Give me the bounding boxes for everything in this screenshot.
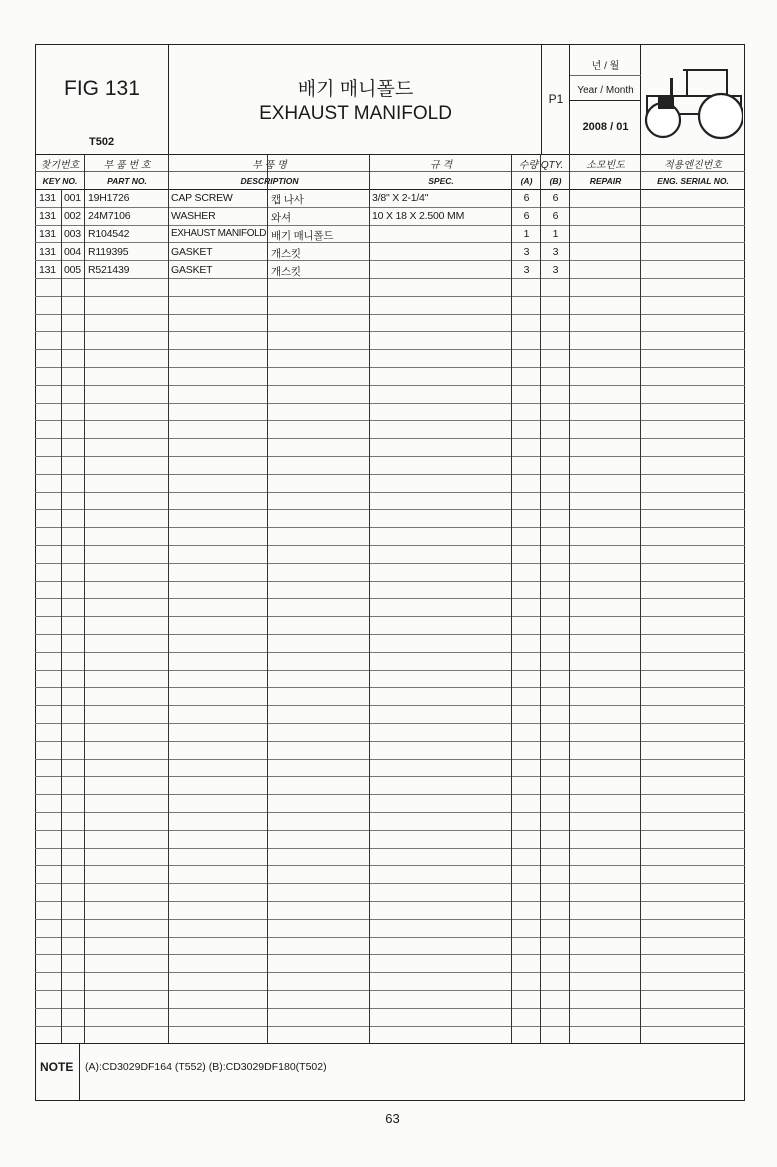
row-desc-en: CAP SCREW: [171, 192, 233, 204]
grid-row-line: [35, 278, 745, 279]
col-part-english: PART NO.: [107, 176, 147, 186]
col-desc-korean: 부 품 명: [252, 160, 287, 171]
row-key: 005: [64, 264, 81, 276]
col-serial-korean: 적용엔진번호: [664, 160, 722, 171]
col-spec-english: SPEC.: [428, 176, 454, 186]
row-spec: 3/8" X 2-1/4": [372, 192, 429, 204]
model-code: T502: [89, 136, 115, 148]
row-fig: 131: [39, 246, 56, 258]
row-qty-b: 6: [552, 192, 559, 204]
grid-column-line: [540, 154, 541, 1043]
row-qty-b: 6: [552, 210, 559, 222]
col-qty-b: (B): [549, 176, 562, 186]
grid-row-line: [35, 438, 745, 439]
grid-column-line: [61, 189, 62, 1043]
grid-row-line: [35, 492, 745, 493]
grid-row-line: [35, 545, 745, 546]
date-label-english: Year / Month: [577, 85, 634, 96]
grid-row-line: [35, 331, 745, 332]
note-text: (A):CD3029DF164 (T552) (B):CD3029DF180(T502): [85, 1061, 327, 1073]
row-desc-en: GASKET: [171, 264, 213, 276]
row-desc-en: GASKET: [171, 246, 213, 258]
grid-row-line: [35, 474, 745, 475]
grid-row-line: [35, 1026, 745, 1027]
row-desc-en: EXHAUST MANIFOLD: [171, 228, 267, 239]
grid-row-line: [35, 741, 745, 742]
row-qty-a: 6: [523, 210, 530, 222]
row-key: 003: [64, 228, 81, 240]
col-qty-a: (A): [520, 176, 533, 186]
grid-row-line: [35, 527, 745, 528]
grid-row-line: [35, 759, 745, 760]
row-fig: 131: [39, 228, 56, 240]
row-desc-kr: 와셔: [271, 212, 291, 224]
grid-row-line: [35, 830, 745, 831]
grid-row-line: [35, 687, 745, 688]
grid-row-line: [35, 598, 745, 599]
row-qty-b: 3: [552, 246, 559, 258]
date-value: 2008 / 01: [582, 121, 629, 133]
grid-row-line: [35, 420, 745, 421]
grid-row-line: [35, 296, 745, 297]
grid-row-line: [35, 1008, 745, 1009]
grid-column-line: [267, 154, 268, 1043]
row-key: 001: [64, 192, 81, 204]
row-qty-a: 6: [523, 192, 530, 204]
row-fig: 131: [39, 210, 56, 222]
col-qty: 수량 QTY.: [518, 160, 564, 171]
grid-row-line: [35, 901, 745, 902]
grid-row-line: [35, 723, 745, 724]
row-desc-kr: 개스킷: [271, 266, 301, 278]
title-korean: 배기 매니폴드: [297, 79, 414, 100]
note-label: NOTE: [40, 1060, 74, 1074]
row-desc-kr: 개스킷: [271, 248, 301, 260]
grid-column-line: [569, 154, 570, 1043]
row-part: R119395: [88, 246, 129, 258]
title-english: EXHAUST MANIFOLD: [259, 103, 452, 124]
grid-row-line: [35, 242, 745, 243]
fig-number: FIG 131: [64, 77, 140, 100]
grid-row-line: [35, 705, 745, 706]
row-qty-b: 3: [552, 264, 559, 276]
grid-row-line: [35, 670, 745, 671]
row-part: 24M7106: [88, 210, 131, 222]
col-key-korean: 찾기번호: [40, 160, 80, 171]
grid-row-line: [35, 616, 745, 617]
col-serial-english: ENG. SERIAL NO.: [657, 176, 729, 186]
row-qty-a: 3: [523, 264, 530, 276]
grid-column-line: [84, 154, 85, 1043]
grid-row-line: [35, 207, 745, 208]
row-key: 004: [64, 246, 81, 258]
row-desc-kr: 배기 매니폴드: [271, 230, 334, 242]
col-repair-korean: 소모빈도: [586, 160, 625, 171]
row-part: 19H1726: [88, 192, 130, 204]
tractor-silhouette-icon: [643, 64, 743, 144]
grid-column-line: [511, 154, 512, 1043]
date-label-korean: 년 / 월: [591, 61, 620, 72]
row-qty-a: 3: [523, 246, 530, 258]
row-qty-b: 1: [552, 228, 559, 240]
grid-row-line: [35, 865, 745, 866]
row-qty-a: 1: [523, 228, 530, 240]
grid-row-line: [35, 349, 745, 350]
grid-row-line: [35, 634, 745, 635]
row-part: R521439: [88, 264, 130, 276]
grid-row-line: [35, 225, 745, 226]
grid-row-line: [35, 937, 745, 938]
page-code: P1: [548, 92, 564, 106]
grid-row-line: [35, 883, 745, 884]
grid-column-line: [168, 154, 169, 1043]
row-desc-kr: 캡 나사: [271, 194, 304, 206]
grid-row-line: [35, 314, 745, 315]
col-spec-korean: 규 격: [429, 160, 453, 171]
col-repair-english: REPAIR: [589, 176, 622, 186]
grid-row-line: [35, 919, 745, 920]
grid-row-line: [35, 776, 745, 777]
grid-row-line: [35, 563, 745, 564]
row-desc-en: WASHER: [171, 210, 216, 222]
grid-row-line: [35, 385, 745, 386]
grid-row-line: [35, 367, 745, 368]
grid-row-line: [35, 260, 745, 261]
grid-row-line: [35, 456, 745, 457]
col-key-english: KEY NO.: [42, 176, 78, 186]
grid-row-line: [35, 972, 745, 973]
grid-row-line: [35, 812, 745, 813]
row-fig: 131: [39, 264, 56, 276]
grid-column-line: [640, 154, 641, 1043]
grid-row-line: [35, 652, 745, 653]
col-part-korean: 부 품 번 호: [103, 160, 151, 171]
grid-column-line: [369, 154, 370, 1043]
page-number: 63: [385, 1111, 400, 1126]
row-fig: 131: [39, 192, 56, 204]
row-spec: 10 X 18 X 2.500 MM: [372, 210, 465, 222]
grid-row-line: [35, 848, 745, 849]
grid-row-line: [35, 954, 745, 955]
row-key: 002: [64, 210, 81, 222]
grid-row-line: [35, 581, 745, 582]
col-desc-english: DESCRIPTION: [240, 176, 299, 186]
row-part: R104542: [88, 228, 130, 240]
grid-row-line: [35, 403, 745, 404]
grid-row-line: [35, 509, 745, 510]
grid-row-line: [35, 990, 745, 991]
grid-row-line: [35, 794, 745, 795]
